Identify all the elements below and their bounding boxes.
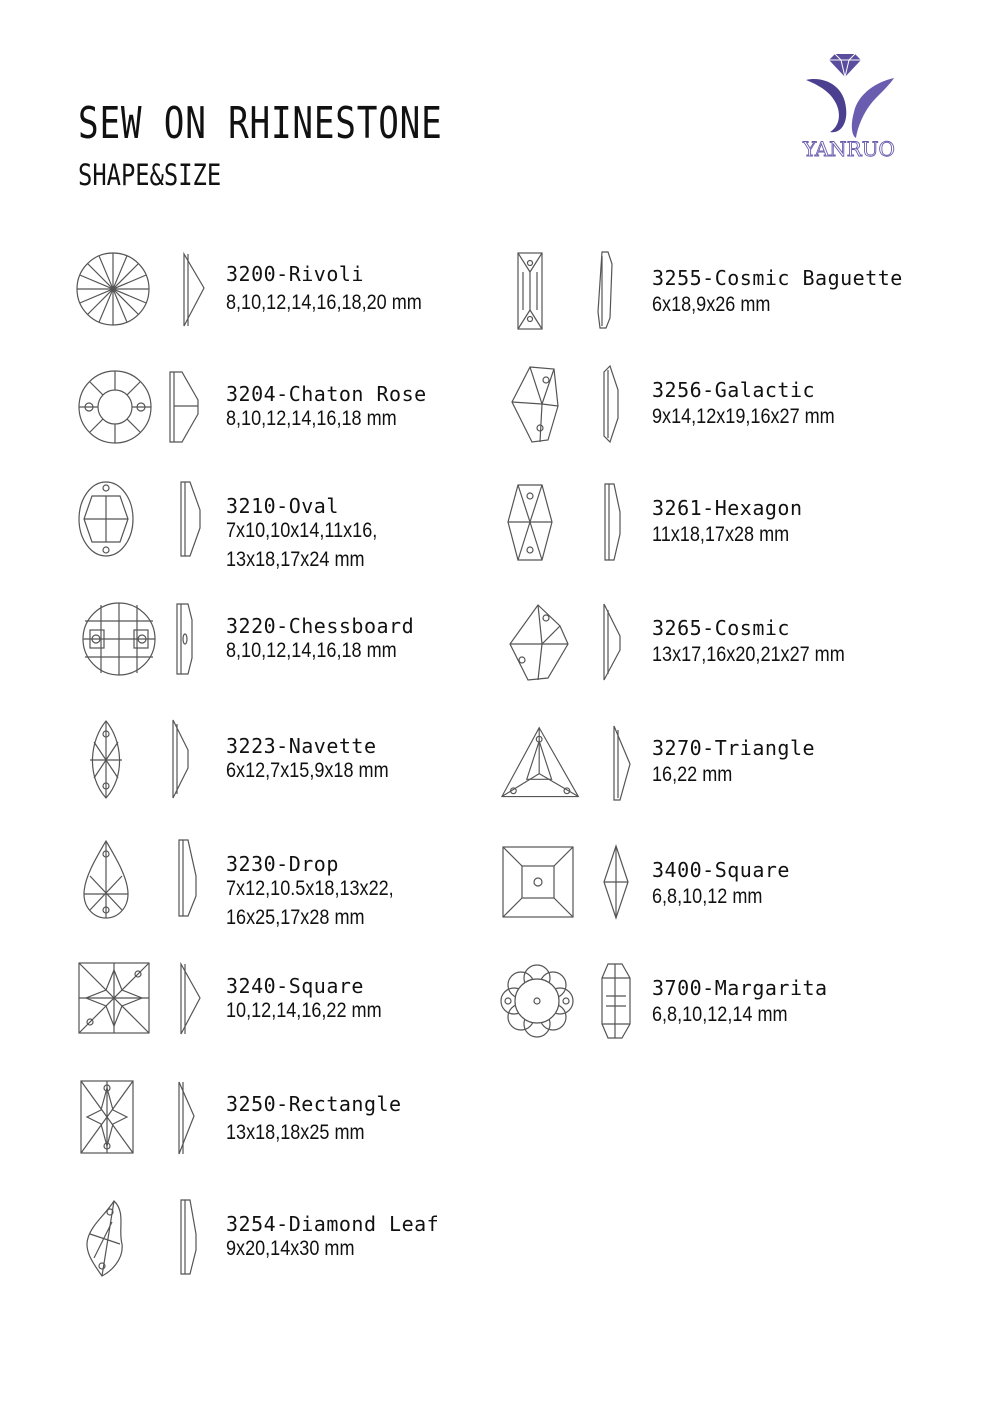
galactic-side-icon [600,366,634,448]
product-sizes: 6x18,9x26 mm [652,293,771,316]
cosmic-baguette-icon [516,252,594,334]
product-name: 3255-Cosmic Baguette [652,266,903,290]
product-item-square-3240[interactable] [78,962,458,1062]
product-sizes: 8,10,12,14,16,18 mm [226,639,397,662]
hexagon-icon [506,484,584,566]
product-sizes: 7x10,10x14,11x16, 13x18,17x24 mm [226,519,378,571]
product-name: 3254-Diamond Leaf [226,1212,440,1236]
product-item-rivoli[interactable] [76,252,456,352]
product-item-rectangle[interactable] [80,1080,460,1180]
rivoli-side-icon [180,252,214,334]
product-item-hexagon[interactable] [506,484,906,584]
cosmic-side-icon [600,604,634,686]
triangle-icon [500,724,586,806]
product-name: 3200-Rivoli [226,262,364,286]
product-item-cosmic-baguette[interactable] [516,252,916,352]
chaton-rose-side-icon [168,370,202,452]
product-sizes: 8,10,12,14,16,18 mm [226,407,397,430]
brand-logo [792,50,907,168]
product-name: 3400-Square [652,858,790,882]
product-name: 3240-Square [226,974,364,998]
product-name: 3270-Triangle [652,736,816,760]
product-sizes: 11x18,17x28 mm [652,523,790,546]
galactic-icon [510,366,588,448]
product-sizes: 6x12,7x15,9x18 mm [226,759,389,782]
oval-icon [78,480,156,562]
product-sizes: 9x20,14x30 mm [226,1237,355,1260]
page-title: SEW ON RHINESTONE [78,98,443,149]
product-name: 3261-Hexagon [652,496,803,520]
logo-text: YANRUO [803,137,895,161]
square-3240-side-icon [178,962,212,1044]
margarita-side-icon [602,964,636,1046]
chaton-rose-icon [78,370,156,452]
hexagon-side-icon [602,484,636,566]
product-sizes: 16,22 mm [652,763,733,786]
margarita-icon [500,964,578,1046]
cosmic-baguette-side-icon [596,252,630,334]
chessboard-side-icon [174,602,208,684]
product-item-galactic[interactable] [510,366,910,466]
diamond-leaf-side-icon [178,1200,212,1282]
triangle-side-icon [610,724,644,806]
rectangle-side-icon [176,1080,210,1162]
product-item-diamond-leaf[interactable] [82,1200,462,1300]
rivoli-icon [76,252,154,334]
oval-side-icon [178,480,212,562]
product-sizes: 6,8,10,12 mm [652,885,763,908]
product-name: 3223-Navette [226,734,377,758]
product-item-oval[interactable] [78,480,458,580]
diamond-swan-logo-icon [792,50,907,168]
product-name: 3210-Oval [226,494,339,518]
product-name: 3220-Chessboard [226,614,415,638]
chessboard-icon [82,602,160,684]
square-icon [502,846,580,928]
square-star-icon [78,962,156,1044]
product-item-square-3400[interactable] [502,846,902,946]
product-item-cosmic[interactable] [508,604,908,704]
product-item-navette[interactable] [86,720,466,820]
square-3400-side-icon [602,846,636,928]
product-item-chaton-rose[interactable] [78,370,458,470]
navette-side-icon [170,720,204,802]
navette-icon [86,720,164,802]
product-name: 3265-Cosmic [652,616,790,640]
product-sizes: 13x17,16x20,21x27 mm [652,643,845,666]
product-sizes: 8,10,12,14,16,18,20 mm [226,291,422,314]
drop-side-icon [176,840,210,922]
product-sizes: 13x18,18x25 mm [226,1121,365,1144]
product-item-drop[interactable] [82,840,462,940]
product-name: 3250-Rectangle [226,1092,402,1116]
product-sizes: 9x14,12x19,16x27 mm [652,405,835,428]
product-item-chessboard[interactable] [82,602,462,702]
product-name: 3700-Margarita [652,976,828,1000]
cosmic-icon [508,604,586,686]
rectangle-icon [80,1080,158,1162]
product-item-margarita[interactable] [500,964,900,1064]
product-name: 3256-Galactic [652,378,816,402]
product-name: 3204-Chaton Rose [226,382,427,406]
diamond-leaf-icon [82,1200,160,1282]
product-name: 3230-Drop [226,852,339,876]
product-sizes: 6,8,10,12,14 mm [652,1003,788,1026]
page-subtitle: SHAPE&SIZE [78,158,222,192]
drop-icon [82,840,160,922]
product-sizes: 10,12,14,16,22 mm [226,999,382,1022]
product-sizes: 7x12,10.5x18,13x22, 16x25,17x28 mm [226,877,394,929]
product-item-triangle[interactable] [500,724,900,824]
